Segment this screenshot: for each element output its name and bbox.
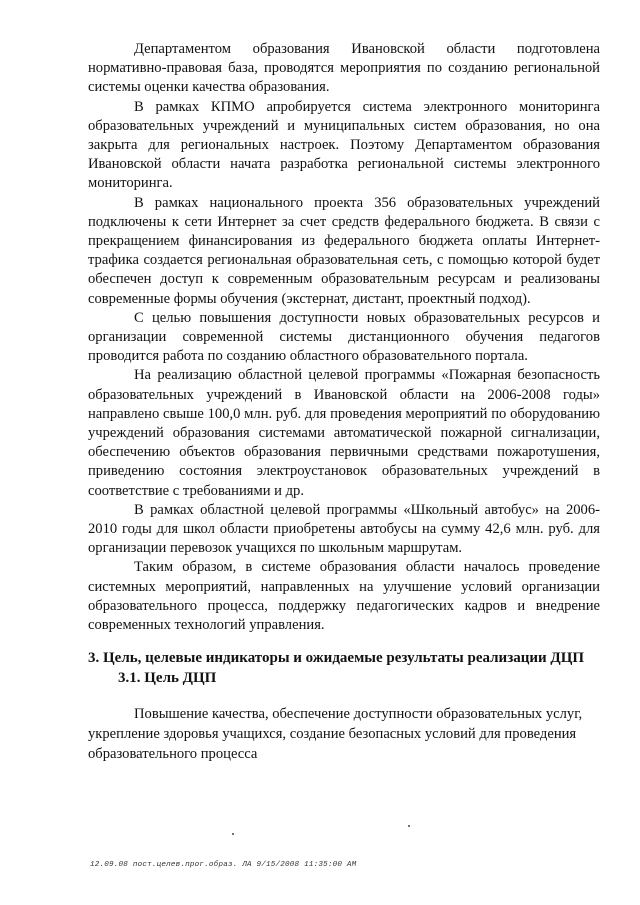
goal-paragraph: Повышение качества, обеспечение доступности образовательных услуг, укрепление здоровья учащихся, создание безопасных условий для проведения образовательного процесса xyxy=(88,706,583,762)
scan-speck xyxy=(232,833,234,835)
paragraph-regulatory-base: Департаментом образования Ивановской области подготовлена нормативно-правовая база, проводятся мероприятия по созданию региональной системы оценки качества образования. xyxy=(88,41,600,96)
document-page xyxy=(88,40,600,779)
document-footer: 12.09.08 пост.целев.прог.образ. ЛА 9/15/2008 11:35:00 AM xyxy=(90,861,357,869)
paragraph-conclusion: Таким образом, в системе образования области началось проведение системных мероприятий, направленных на улучшение условий организации образовательного процесса, поддержку педагогических кадров и внедрение современных технологий управления. xyxy=(88,559,600,634)
paragraph-school-bus-program: В рамках областной целевой программы «Школьный автобус» на 2006-2010 годы для школ области приобретены автобусы на сумму 42,6 млн. руб. для организации перевозок учащихся по школьным маршрутам. xyxy=(88,501,600,557)
paragraph-fire-safety-program: На реализацию областной целевой программы «Пожарная безопасность образовательных учреждений в Ивановской области на 2006-2008 годы» направлено свыше 100,0 млн. руб. для проведения мероприятий по оборудованию учреждений образования системами автоматической пожарной сигнализации, обеспечению объектов образования первичными средствами пожаротушения, приведению состояния электроустановок образовательных учреждений в соответствие с требованиями и др. xyxy=(88,367,600,499)
section-heading: 3. Цель, целевые индикаторы и ожидаемые результаты реализации ДЦП xyxy=(88,650,585,667)
subsection-heading: 3.1. Цель ДЦП xyxy=(118,669,217,686)
scan-speck xyxy=(408,825,410,827)
paragraph-education-portal: С целью повышения доступности новых образовательных ресурсов и организации современной системы дистанционного обучения педагогов проводится работа по созданию областного образовательного портала. xyxy=(88,309,600,365)
paragraph-electronic-monitoring: В рамках КПМО апробируется система электронного мониторинга образовательных учреждений и муниципальных систем образования, но она закрыта для региональных настроек. Поэтому Департаментом образования Ивановской области начата разработка региональной системы электронного мониторинга. xyxy=(88,98,600,192)
paragraph-internet-network: В рамках национального проекта 356 образовательных учреждений подключены к сети Интернет за счет средств федерального бюджета. В связи с прекращением финансирования из федерального бюджета оплаты Интернет-трафика создается региональная образовательная сеть, с помощью которой будет обеспечен доступ к современным образовательным ресурсам и реализованы современные формы обучения (экстернат, дистант, проектный подход). xyxy=(88,194,600,307)
